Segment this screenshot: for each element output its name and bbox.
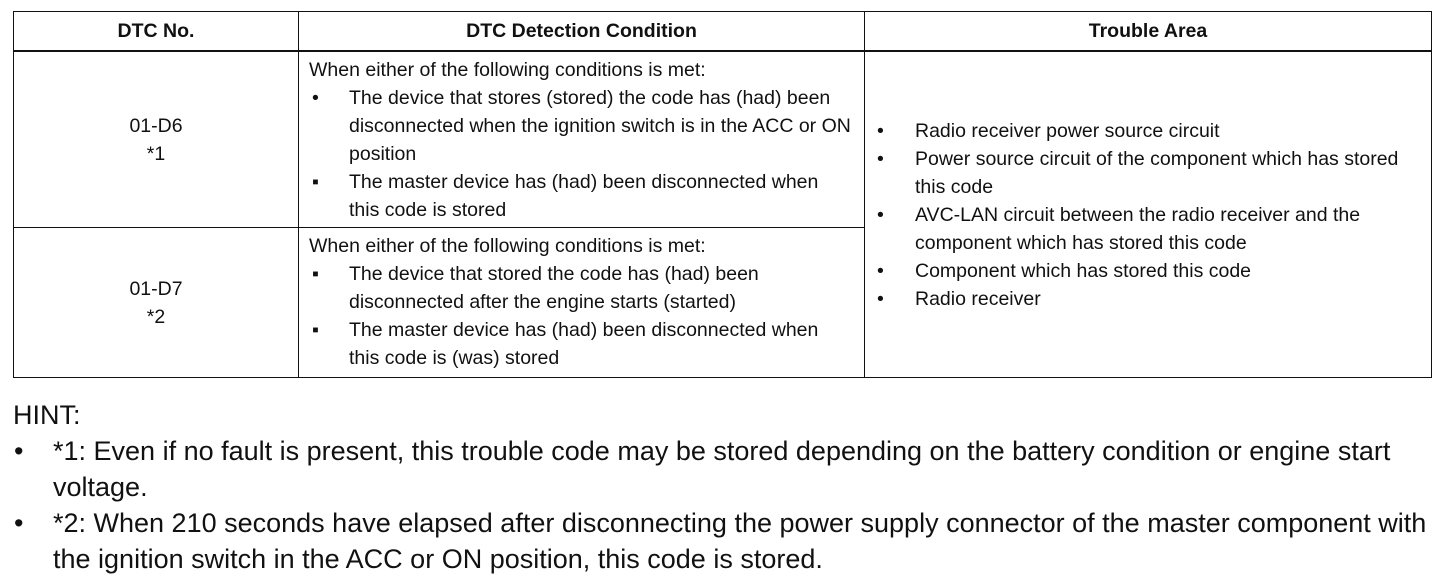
list-item <box>13 505 1443 577</box>
condition-list <box>309 260 854 372</box>
dtc-table <box>13 11 1432 378</box>
list-item <box>309 260 854 316</box>
hint-text: *1: Even if no fault is present, this trouble code may be stored depending on the battery condition or engine start voltage. <box>53 436 1391 502</box>
bullet-icon: • <box>877 287 884 310</box>
bullet-icon: • <box>14 436 24 466</box>
square-bullet-icon: ▪ <box>312 171 319 193</box>
dtc-note-ref: *1 <box>146 142 166 165</box>
condition-text: The master device has (had) been disconnected when this code is stored <box>349 171 819 221</box>
table-header-row <box>14 12 1432 52</box>
list-item <box>309 168 854 224</box>
header-trouble-area: Trouble Area <box>865 12 1432 52</box>
square-bullet-icon: ▪ <box>312 319 319 341</box>
hint-list <box>13 433 1443 577</box>
bullet-icon: • <box>877 203 884 226</box>
list-item <box>875 201 1423 257</box>
list-item <box>309 84 854 168</box>
condition-text: The master device has (had) been disconnected when this code is (was) stored <box>349 319 819 369</box>
condition-text: The device that stores (stored) the code has (had) been disconnected when the ignition switch is in the ACC or ON position <box>349 87 851 165</box>
bullet-icon: • <box>877 147 884 170</box>
list-item <box>13 433 1443 505</box>
dtc-note-ref: *2 <box>146 305 166 328</box>
dtc-code: 01-D7 <box>129 277 183 300</box>
header-dtc-no: DTC No. <box>14 12 299 52</box>
list-item <box>875 285 1423 313</box>
trouble-area-cell <box>865 51 1432 378</box>
trouble-area-text: AVC-LAN circuit between the radio receiver and the component which has stored this code <box>915 203 1361 254</box>
list-item <box>875 257 1423 285</box>
dtc-code: 01-D6 <box>129 114 183 137</box>
detection-condition-cell <box>299 228 865 378</box>
hint-title: HINT: <box>13 400 81 430</box>
bullet-icon: • <box>14 508 24 538</box>
condition-intro: When either of the following conditions is met: <box>309 235 706 257</box>
square-bullet-icon: ▪ <box>312 263 319 285</box>
table-row <box>14 51 1432 228</box>
trouble-area-list <box>875 117 1423 313</box>
trouble-area-text: Power source circuit of the component which has stored this code <box>915 147 1399 198</box>
list-item <box>875 117 1423 145</box>
list-item <box>309 316 854 372</box>
bullet-icon: • <box>877 119 884 142</box>
list-item <box>875 145 1423 201</box>
dtc-code-cell <box>14 51 299 228</box>
trouble-area-text: Component which has stored this code <box>915 259 1252 282</box>
trouble-area-text: Radio receiver power source circuit <box>915 119 1220 142</box>
hint-text: *2: When 210 seconds have elapsed after disconnecting the power supply connector of the master component with the ignition switch in the ACC or ON position, this code is stored. <box>53 508 1427 574</box>
bullet-icon: • <box>312 87 319 109</box>
hint-section <box>13 397 1443 577</box>
condition-intro: When either of the following conditions is met: <box>309 59 706 81</box>
condition-text: The device that stored the code has (had) been disconnected after the engine starts (started) <box>349 263 759 313</box>
bullet-icon: • <box>877 259 884 282</box>
header-detection-condition: DTC Detection Condition <box>299 12 865 52</box>
dtc-code-cell <box>14 228 299 378</box>
trouble-area-text: Radio receiver <box>915 287 1041 310</box>
detection-condition-cell <box>299 51 865 228</box>
condition-list <box>309 84 854 224</box>
